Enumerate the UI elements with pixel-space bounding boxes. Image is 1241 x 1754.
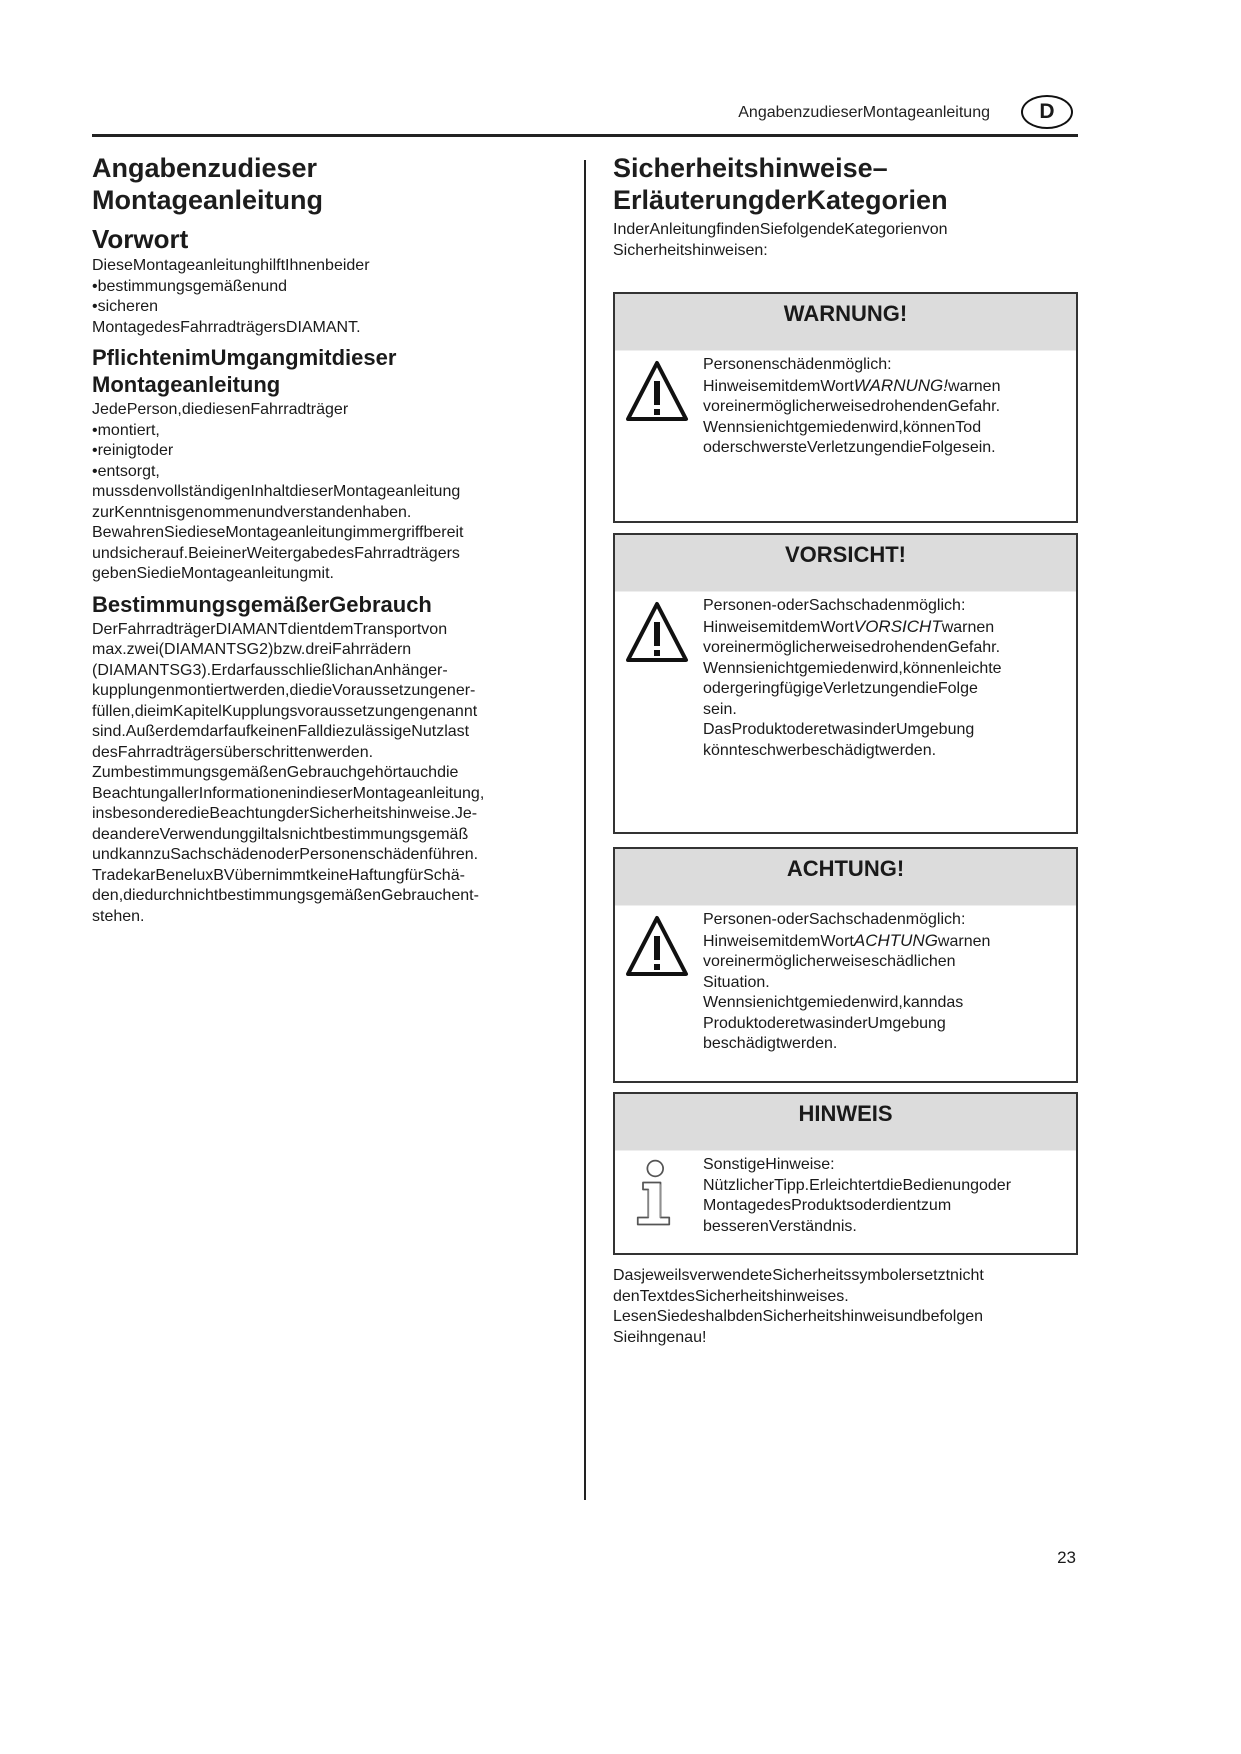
language-badge: D xyxy=(1021,95,1073,129)
attention-triangle-icon xyxy=(625,914,689,978)
vorwort-text: DieseMontageanleitunghilftIhnenbeider •bestimmungsgemäßenund •sicheren MontagedesFahrradträgersDIAMANT. xyxy=(92,257,370,336)
safety-title: Sicherheitshinweise– ErläuterungderKategorien xyxy=(613,153,948,215)
pflichten-text: JedePerson,diediesenFahrradträger •montiert, •reinigtoder •entsorgt, mussdenvollständigenInhaltdieserMontageanleitung zurKenntnisgenommenundverstandenhaben. BewahrenSiedieseMontageanleitungimmergriffbereit undsicherauf.BeieinerWeitergabedesFahrradträgers gebenSiedieMontageanleitungmit. xyxy=(92,401,464,582)
gebrauch-text: DerFahrradträgerDIAMANTdientdemTransportvon max.zwei(DIAMANTSG2)bzw.dreiFahrrädern (DIAMANTSG3).ErdarfausschließlichanAnhänger- kupplungenmontiertwerden,diedieVoraussetzungener- füllen,dieimKapitelKupplungsvoraussetzungengenannt sind.AußerdemdarfaufkeinenFalldiezulässigeNutzlast desFahrradträgersüberschrittenwerden. ZumbestimmungsgemäßenGebrauchgehörtauchdie BeachtungallerInformationenindieserMontageanleitung, insbesonderedieBeachtungderSicherheitshinweise.Je- deandereVerwendunggiltalsnichtbestimmungsgemäß undkannzuSachschädenoderPersonenschädenführen. TradekarBeneluxBVübernimmtkeineHaftungfürSchä- den,diedurchnichtbestimmungsgemäßenGebrauchent- stehen. xyxy=(92,620,485,925)
gebrauch-heading: BestimmungsgemäßerGebrauch xyxy=(92,591,432,617)
vorsicht-box xyxy=(613,533,1078,834)
caution-triangle-icon xyxy=(625,600,689,664)
right-column xyxy=(613,152,1078,261)
hinweis-box xyxy=(613,1092,1078,1255)
hinweis-label: HINWEIS xyxy=(615,1094,1076,1151)
warning-triangle-icon xyxy=(625,359,689,423)
achtung-text: Personen-oderSachschadenmöglich: HinweisemitdemWortACHTUNGwarnen voreinermöglicherweiseschädlichen Situation. Wennsienichtgemiedenwird,kanndas ProduktoderetwasinderUmgebung beschädigtwerden. xyxy=(703,911,991,1052)
pflichten-heading: PflichtenimUmgangmitdieser Montageanleitung xyxy=(92,345,397,397)
safety-intro: InderAnleitungfindenSiefolgendeKategorienvon Sicherheitshinweisen: xyxy=(613,221,948,259)
running-header-title: AngabenzudieserMontageanleitung xyxy=(738,104,990,121)
info-icon xyxy=(629,1153,685,1233)
left-column xyxy=(92,152,532,927)
vorsicht-text: Personen-oderSachschadenmöglich: HinweisemitdemWortVORSICHTwarnen voreinermöglicherweisedrohendenGefahr. Wennsienichtgemiedenwird,könnenleichte odergeringfügigeVerletzungendieFolge sein. DasProduktoderetwasinderUmgebung könnteschwerbeschädigtwerden. xyxy=(703,597,1002,759)
vorwort-heading: Vorwort xyxy=(92,224,189,254)
achtung-label: ACHTUNG! xyxy=(615,849,1076,906)
warnung-text: Personenschädenmöglich: HinweisemitdemWortWARNUNG!warnen voreinermöglicherweisedrohendenGefahr. Wennsienichtgemiedenwird,könnenTod oderschwersteVerletzungendieFolgesein. xyxy=(703,356,1001,456)
warnung-label: WARNUNG! xyxy=(615,294,1076,351)
column-divider xyxy=(584,160,586,1500)
header-rule xyxy=(92,134,1078,137)
warnung-box xyxy=(613,292,1078,523)
vorsicht-label: VORSICHT! xyxy=(615,535,1076,592)
section-title: Angabenzudieser Montageanleitung xyxy=(92,153,323,215)
page-number: 23 xyxy=(1057,1548,1076,1567)
hinweis-text: SonstigeHinweise: NützlicherTipp.ErleichtertdieBedienungoder MontagedesProduktsoderdientzum besserenVerständnis. xyxy=(703,1156,1012,1235)
safety-footer-note: DasjeweilsverwendeteSicherheitssymbolersetztnicht denTextdesSicherheitshinweises. LesenSiedeshalbdenSicherheitshinweisundbefolgen Sieihngenau! xyxy=(613,1267,984,1346)
achtung-box xyxy=(613,847,1078,1083)
